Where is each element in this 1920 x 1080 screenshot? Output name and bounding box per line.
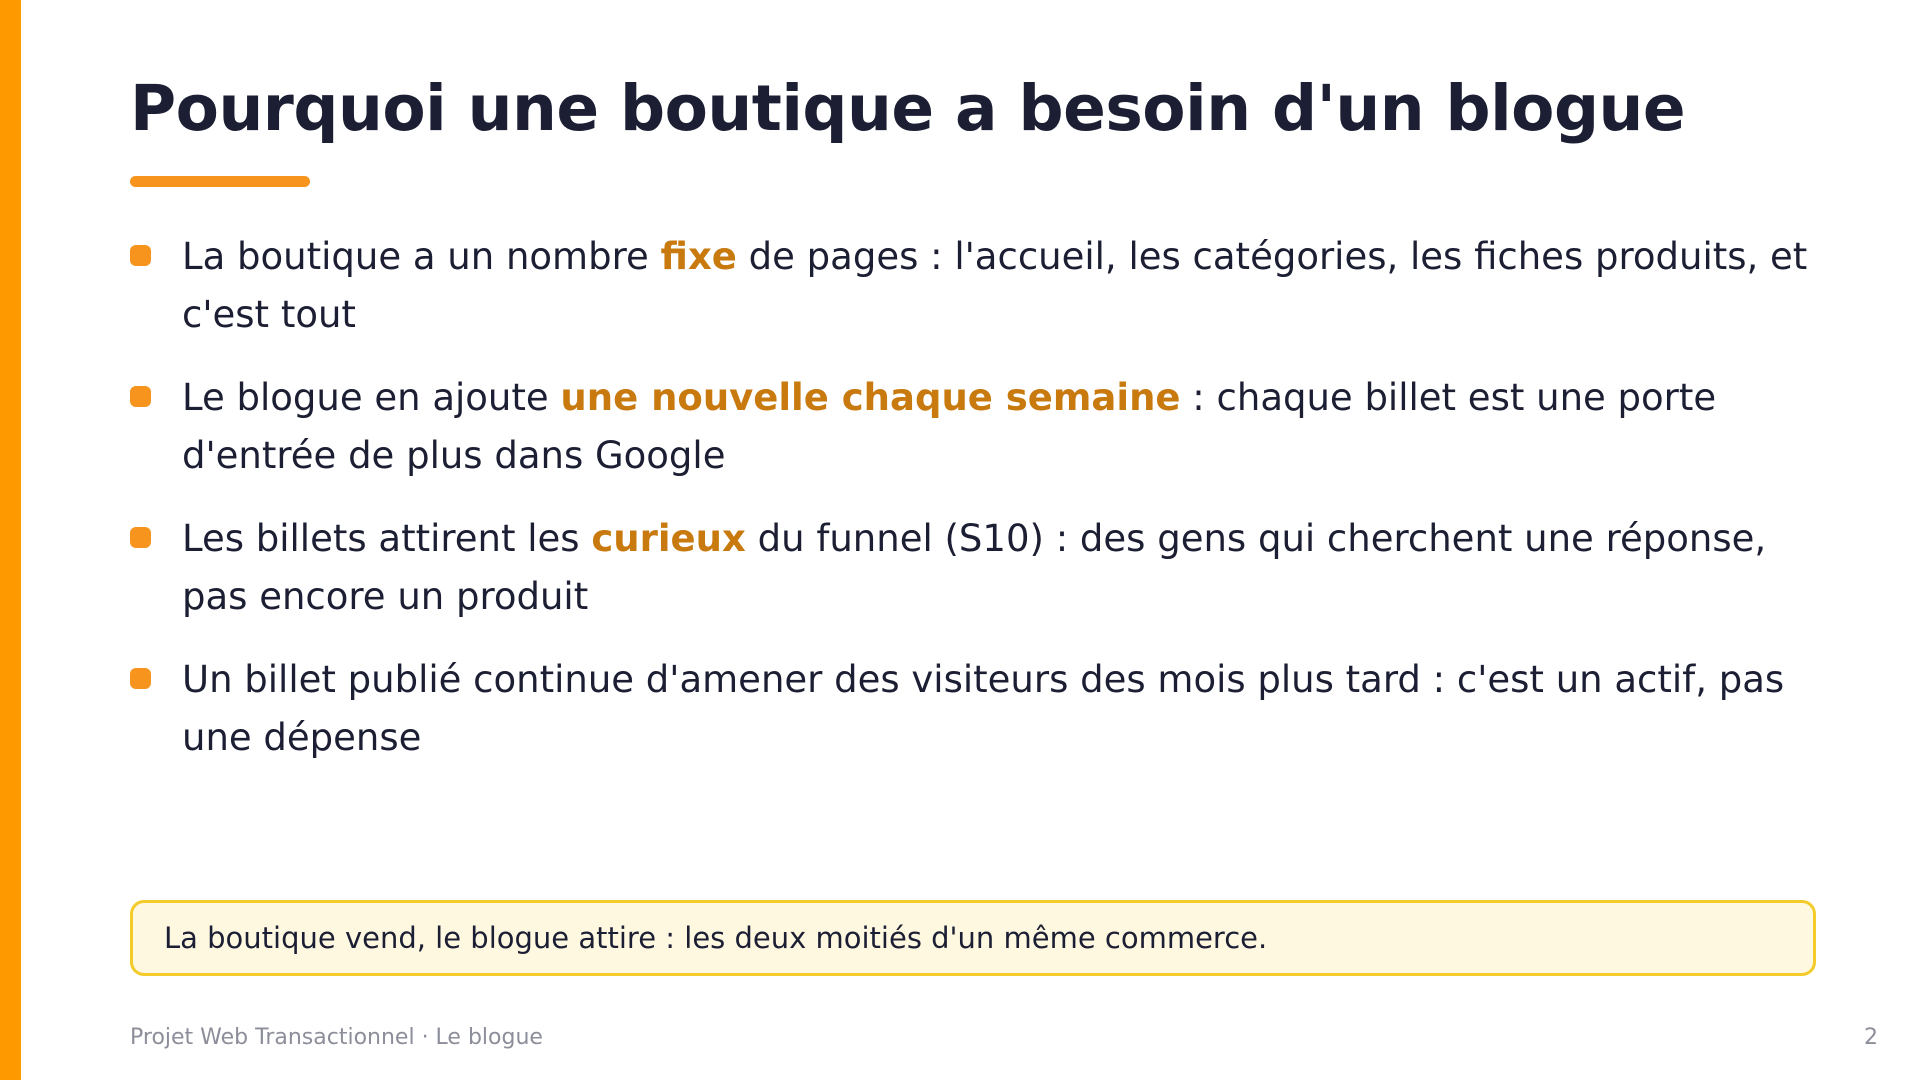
bullet-list [130, 228, 1810, 792]
bullet-text: de pages : l'accueil, les catégories, les fiches produits, et c'est tout [182, 235, 1808, 336]
bullet-text: Les billets attirent les [182, 517, 592, 560]
bullet-item [130, 510, 1810, 626]
bullet-item [130, 369, 1810, 485]
bullet-marker-icon [130, 386, 151, 407]
accent-bar [0, 0, 21, 1080]
title-underline [130, 176, 310, 187]
bullet-highlight: une nouvelle chaque semaine [560, 376, 1181, 419]
slide-title: Pourquoi une boutique a besoin d'un blogue [130, 72, 1686, 145]
bullet-text: Un billet publié continue d'amener des visiteurs des mois plus tard : c'est un actif, pas une dépense [182, 658, 1785, 759]
bullet-marker-icon [130, 245, 151, 266]
bullet-highlight: fixe [660, 235, 737, 278]
bullet-highlight: curieux [591, 517, 746, 560]
callout-box: La boutique vend, le blogue attire : les deux moitiés d'un même commerce. [130, 900, 1816, 976]
bullet-text: La boutique a un nombre [182, 235, 661, 278]
bullet-marker-icon [130, 527, 151, 548]
bullet-text: Le blogue en ajoute [182, 376, 561, 419]
bullet-item [130, 228, 1810, 344]
footer-label: Projet Web Transactionnel · Le blogue [130, 1025, 543, 1050]
bullet-marker-icon [130, 668, 151, 689]
bullet-text: du funnel (S10) : des gens qui cherchent une réponse, pas encore un produit [182, 517, 1767, 618]
bullet-text: : chaque billet est une porte d'entrée de plus dans Google [182, 376, 1717, 477]
bullet-item [130, 651, 1810, 767]
page-number: 2 [1864, 1025, 1878, 1050]
